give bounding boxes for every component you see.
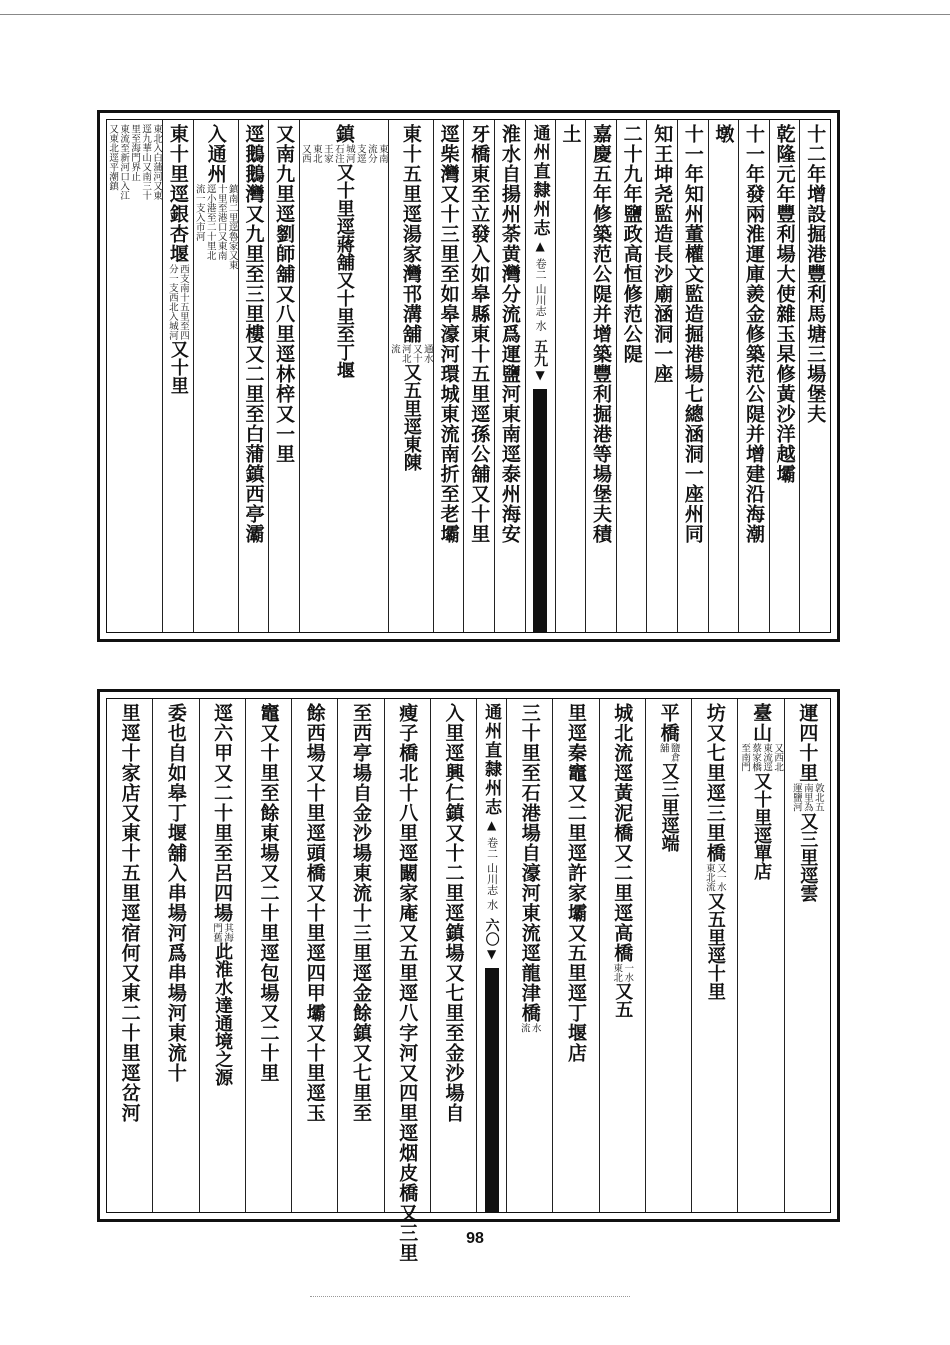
annotation-line: 東北 [611,963,623,982]
annotation-line: 逕小港至二十里北 [204,184,216,260]
main-text-continued: 又十里逕單店 [751,771,773,880]
main-text: 十一年發兩淮運庫羨金修築范公隄并增建沿海潮 [743,124,766,544]
text-column [268,120,299,632]
main-text: 里逕十家店又東十五里逕宿何又東二十里逕岔河 [118,703,141,1123]
annotation-line: 又西北 [772,743,784,772]
main-text: 里逕秦竈又二里逕許家壩又五里逕丁堰店 [565,703,588,1063]
text-column [463,120,494,632]
annotation-line: 東北入白蒲河又東 [151,124,163,200]
top-page-columns [106,119,831,633]
annotation-line: 鹽倉 [668,743,680,762]
main-text: 臺山 [750,703,773,743]
main-text: 二十九年鹽政高恒修范公隄 [620,124,643,364]
annotation-line: 南里為 [801,783,813,812]
annotation-line: 通水 [421,344,433,363]
main-text: 乾隆元年豐利場大使雜玉杲修黃沙洋越壩 [773,124,796,484]
main-text: 逕六甲又二十里至呂四場 [211,703,234,923]
main-text: 運四十里 [796,703,819,783]
main-text: 逕鵝鵝灣又九里至三里樓又二里至白蒲鎮西亭灞 [242,124,265,544]
annotation-note [704,863,726,892]
annotation-line: 又東北逕平潮鎮 [107,124,119,191]
leaf-number: 五九 [532,339,549,367]
text-column [291,699,337,1212]
center-fold-column [525,120,555,632]
fishtail-mark-icon: ▲ [535,239,545,253]
annotation-note [658,743,680,762]
text-column [107,120,162,632]
main-text: 東十五里逕湯家灣邗溝舖 [399,124,422,344]
main-text: 土 [559,124,582,144]
annotation-line: 分一支西北入城河 [166,264,178,340]
text-column [152,699,198,1212]
main-text: 三十里至石港場自濠河東流逕龍津橋 [518,703,541,1023]
main-text: 十一年知州董權文監造掘港場七總涵洞一座州同 [681,124,704,544]
main-text: 墩 [712,124,735,144]
text-column [691,699,737,1212]
text-column [494,120,525,632]
annotation-line: 敦北五 [812,783,824,812]
text-column [238,120,269,632]
text-column [552,699,598,1212]
text-column [799,120,830,632]
fishtail-mark-icon: ▼ [487,947,497,961]
annotation-line: 一水 [622,963,634,982]
main-text: 知王坤尧監造長沙廟涵洞一座 [651,124,674,384]
text-column [784,699,830,1212]
annotation-line: 西支南十五里至四 [177,264,189,340]
main-text: 至西亭場自金沙場東流十三里逕金餘鎮又七里至 [349,703,372,1123]
main-text: 鎮 [332,124,355,144]
page-number: 98 [466,1230,484,1247]
text-column [433,120,464,632]
top-border [0,0,950,15]
annotation-note [194,184,238,270]
text-column [107,699,152,1212]
annotation-note [300,144,388,163]
annotation-line: 流 [388,344,400,354]
text-column [555,120,586,632]
text-column [388,120,433,632]
top-page-panel [97,110,840,642]
annotation-line: 十里至港口又東南 [215,184,227,260]
text-column [162,120,193,632]
annotation-line: 逕九華山又南三十 [140,124,152,200]
annotation-line: 流分 [365,144,377,163]
scan-artifact-line [310,1296,630,1297]
annotation-line: 至南門 [739,743,751,772]
main-text: 淮水自揚州荼黄灣分流爲運鹽河東南逕泰州海安 [498,124,521,544]
main-text: 入里逕興仁鎮又十二里逕鎮場又七里至金沙場自 [442,703,465,1123]
main-text: 牙橋東至立發入如皋縣東十五里逕孫公舖又十里 [468,124,491,544]
main-text: 委也自如皋丁堰舖入串場河爲串場河東流十 [164,703,187,1083]
annotation-line: 支逕 [354,144,366,163]
main-text-continued: 又五 [612,982,634,1018]
text-column [646,120,677,632]
annotation-line: 王家 [321,144,333,163]
text-column [199,699,245,1212]
black-mouth-bar [533,389,547,632]
main-text: 東十里逕銀杏堰 [166,124,189,264]
text-column [245,699,291,1212]
main-text-continued: 又三里逕雲 [797,811,819,902]
annotation-note [211,923,233,942]
main-text: 又南九里逕劉師舖又八里逕林梓又一里 [273,124,296,464]
annotation-line: 東流至新河口入江 [118,124,130,200]
annotation-note [739,743,783,772]
leaf-number: 六〇 [483,918,500,946]
annotation-line: 城河 [343,144,355,163]
text-column [616,120,647,632]
annotation-note [167,264,189,340]
annotation-note [519,1023,541,1033]
annotation-line: 其海 [222,923,234,942]
annotation-line: 蔡家橋 [750,743,762,772]
annotation-line: 鎮南二里逕魯家又東 [226,184,238,270]
main-text: 竈又十里至餘東場又二十里逕包場又二十里 [257,703,280,1083]
text-column [645,699,691,1212]
annotation-line: 東北流 [703,863,715,892]
annotation-note [107,124,162,200]
annotation-line: 又十 [410,344,422,363]
text-column [677,120,708,632]
center-fold-column [476,699,506,1212]
annotation-line: 門舊 [211,923,223,942]
main-text: 城北流逕黃泥橋又二里逕高橋 [611,703,634,963]
main-text-continued: 又十里逕蔣舖又十里至丁堰 [333,163,355,379]
main-text-continued: 又十里 [167,340,189,394]
main-text-continued: 又三里逕端 [658,762,680,852]
main-text: 十二年增設掘港豐利馬塘三場堡夫 [804,124,827,424]
text-column [337,699,383,1212]
main-text: 餘西場又十里逕頭橋又十里逕四甲壩又十里逕玉 [303,703,326,1123]
fishtail-mark-icon: ▼ [535,368,545,382]
text-column [585,120,616,632]
text-column [738,120,769,632]
annotation-line: 石注 [332,144,344,163]
text-column [193,120,238,632]
annotation-line: 又一水 [714,863,726,892]
annotation-line: 又西 [299,144,311,163]
main-text: 坊又七里逕三里橋 [703,703,726,863]
annotation-line: 舖 [657,743,669,753]
annotation-line: 里至海門界止 [129,124,141,181]
text-column [737,699,783,1212]
annotation-line: 流 [518,1023,530,1033]
annotation-line: 東南 [376,144,388,163]
book-title: 通州直隸州志 [529,124,550,238]
book-title: 通州直隸州志 [481,703,502,817]
main-text-continued: 此淮水達通境之源 [212,942,234,1086]
section-title: 卷二 山川志 水 [534,258,548,331]
text-column [430,699,476,1212]
text-column [506,699,552,1212]
black-mouth-bar [485,968,499,1212]
annotation-line: 水 [529,1023,541,1033]
main-text: 瘦子橋北十八里逕闞家庵又五里逕八字河又四里逕烟皮橋又三里 [396,703,419,1263]
main-text: 逕柴灣又十三里至如皋濠河環城東流南折至老壩 [437,124,460,544]
text-column [299,120,388,632]
main-text-continued: 又五里逕東陳 [400,363,422,471]
annotation-note [791,783,824,812]
fishtail-mark-icon: ▲ [487,818,497,832]
text-column [384,699,430,1263]
annotation-line: 運鹽河 [790,783,802,812]
main-text: 平橋 [657,703,680,743]
main-text: 入通州 [204,124,227,184]
text-column [599,699,645,1212]
section-title: 卷二 山川志 水 [485,837,499,910]
main-text: 嘉慶五年修築范公隄并增築豐利掘港等場堡夫積 [590,124,613,544]
annotation-line: 東北 [310,144,322,163]
main-text-continued: 又五里逕十里 [704,891,726,1000]
annotation-line: 東流逕 [761,743,773,772]
annotation-note [611,963,633,982]
text-column [708,120,739,632]
annotation-note [389,344,433,363]
annotation-line: 河北 [399,344,411,363]
annotation-line: 流一支入市河 [193,184,205,241]
text-column [769,120,800,632]
